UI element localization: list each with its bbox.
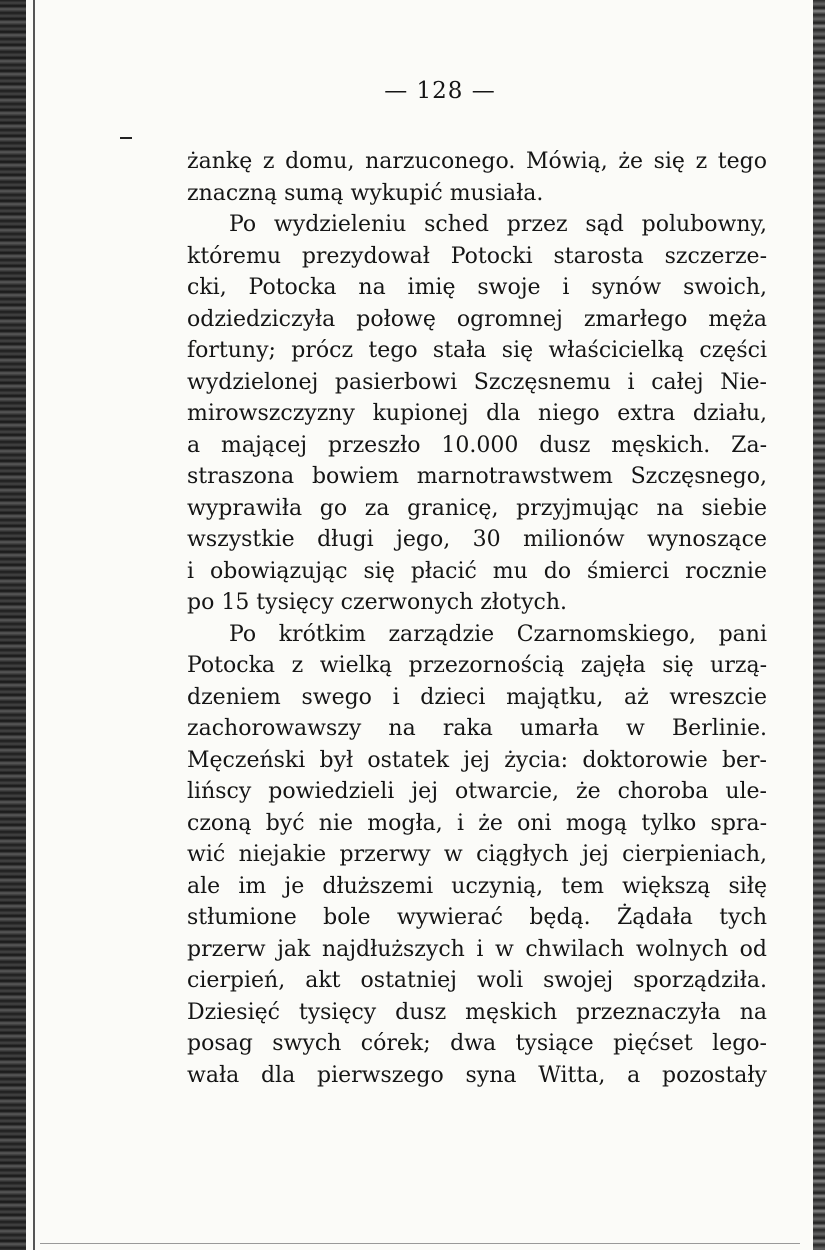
- text-line: któremu prezydował Potocki starosta szczerze-: [187, 243, 767, 269]
- text-line: i obowiązując się płacić mu do śmierci rocznie: [187, 558, 767, 584]
- text-line: ale im je dłuższemi uczynią, tem większą siłę: [187, 873, 767, 899]
- page-number: — 128 —: [384, 78, 496, 104]
- page-gutter-line: [33, 0, 35, 1250]
- text-line: odziedziczyła połowę ogromnej zmarłego męża: [187, 306, 767, 332]
- margin-mark: [120, 137, 132, 139]
- text-line: wszystkie długi jego, 30 milionów wynoszące: [187, 527, 767, 552]
- text-line: Po krótkim zarządzie Czarnomskiego, pani: [229, 621, 767, 647]
- text-line: wyprawiła go za granicę, przyjmując na siebie: [187, 495, 767, 521]
- text-line: znaczną sumą wykupić musiała.: [187, 180, 544, 206]
- body-text: [187, 146, 767, 1091]
- text-line: Potocka z wielką przezornością zajęła się urzą-: [187, 653, 767, 678]
- text-line: lińscy powiedzieli jej otwarcie, że choroba ule-: [187, 779, 767, 804]
- text-line: cki, Potocka na imię swoje i synów swoich,: [187, 275, 767, 300]
- text-line: dzeniem swego i dzieci majątku, aż wreszcie: [187, 684, 767, 710]
- text-line: zachorowawszy na raka umarła w Berlinie.: [187, 716, 767, 741]
- text-line: Dziesięć tysięcy dusz męskich przeznaczyła na: [187, 999, 767, 1025]
- scan-left-edge: [0, 0, 26, 1250]
- text-line: żankę z domu, narzuconego. Mówią, że się z tego: [187, 149, 767, 174]
- scan-right-edge: [813, 0, 825, 1250]
- text-line: Po wydzieleniu sched przez sąd polubowny,: [229, 212, 767, 237]
- text-line: stłumione bole wywierać będą. Żądała tych: [187, 905, 767, 930]
- text-line: straszona bowiem marnotrawstwem Szczęsnego,: [187, 464, 767, 489]
- text-line: wydzielonej pasierbowi Szczęsnemu i całej Nie-: [187, 369, 767, 395]
- text-line: czoną być nie mogła, i że oni mogą tylko spra-: [187, 810, 767, 836]
- text-line: posag swych córek; dwa tysiące pięćset lego-: [187, 1031, 767, 1056]
- text-line: cierpień, akt ostatniej woli swojej sporządziła.: [187, 968, 767, 993]
- page-bottom-edge: [40, 1243, 800, 1244]
- text-line: Męczeński był ostatek jej życia: doktorowie ber-: [187, 747, 767, 773]
- text-line: po 15 tysięcy czerwonych złotych.: [187, 590, 567, 615]
- text-line: a mającej przeszło 10.000 dusz męskich. Za-: [187, 432, 767, 458]
- text-line: wić niejakie przerwy w ciągłych jej cierpieniach,: [187, 842, 767, 867]
- text-line: fortuny; prócz tego stała się właścicielką części: [187, 338, 767, 363]
- text-line: mirowszczyzny kupionej dla niego extra działu,: [187, 401, 767, 426]
- text-line: wała dla pierwszego syna Witta, a pozostały: [187, 1062, 767, 1088]
- text-line: przerw jak najdłuższych i w chwilach wolnych od: [187, 936, 767, 962]
